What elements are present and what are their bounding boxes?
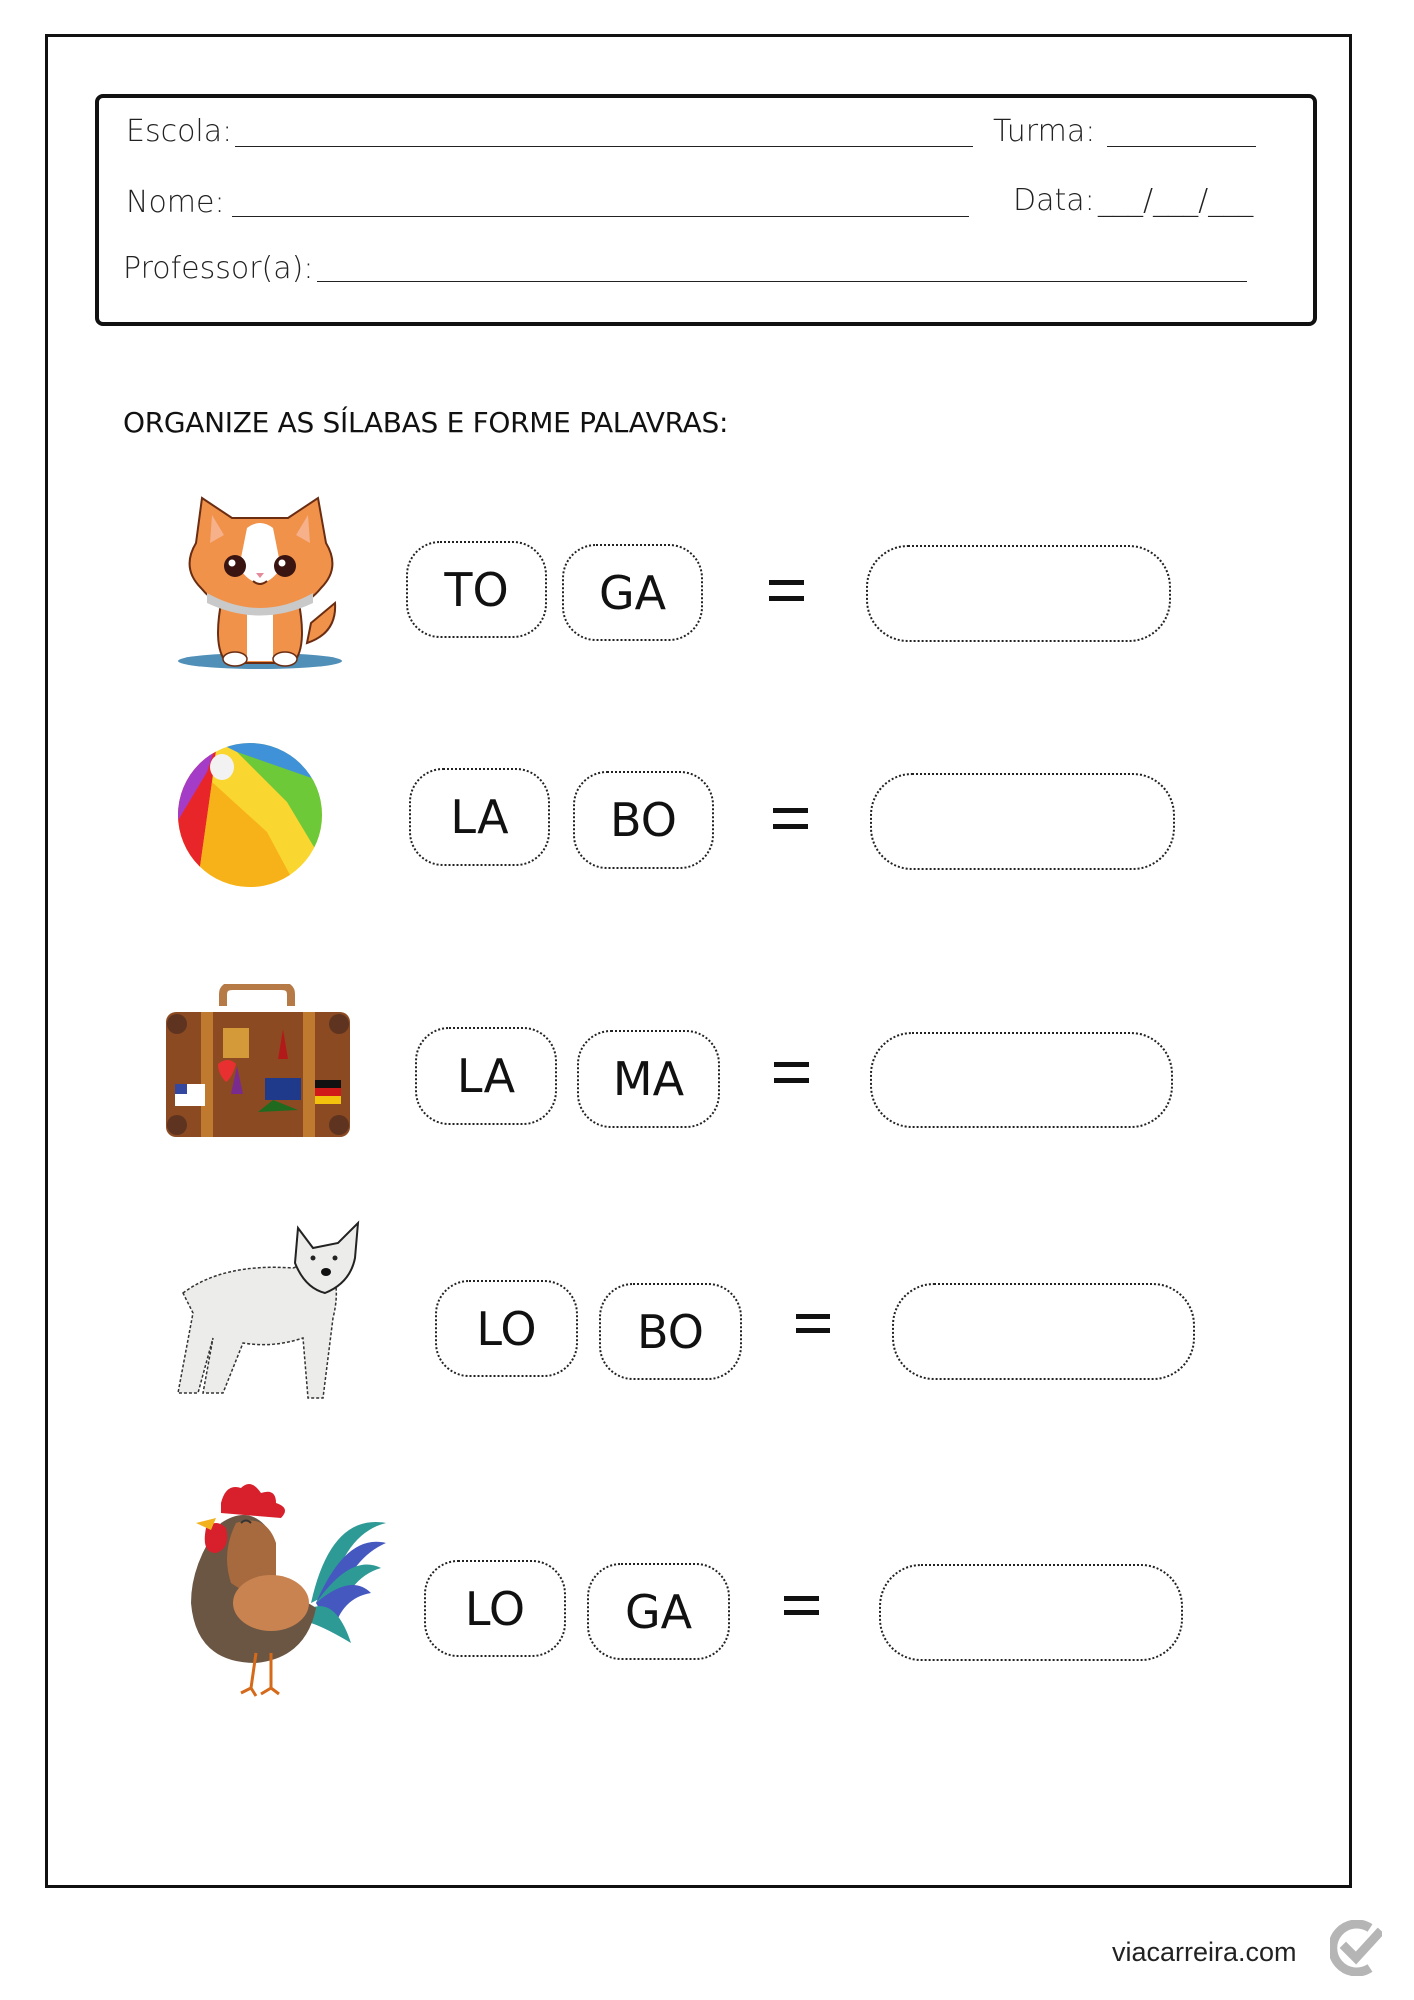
instruction-heading: ORGANIZE AS SÍLABAS E FORME PALAVRAS: [123, 406, 729, 439]
answer-box[interactable] [866, 545, 1171, 642]
syllable-card[interactable] [415, 1027, 557, 1125]
syllable-text: LA [450, 790, 509, 844]
suitcase-image [163, 984, 353, 1139]
wolf-image [163, 1218, 375, 1404]
escola-label: Escola: [126, 114, 233, 149]
syllable-text: GA [624, 1584, 693, 1639]
professor-field[interactable] [317, 281, 1247, 282]
site-footer-link[interactable]: viacarreira.com [1112, 1937, 1297, 1967]
answer-box[interactable] [892, 1283, 1195, 1380]
answer-box[interactable] [870, 773, 1175, 870]
turma-label: Turma: [993, 114, 1096, 149]
turma-field[interactable] [1107, 146, 1256, 147]
nome-label: Nome: [126, 185, 225, 220]
syllable-text: GA [598, 565, 667, 620]
syllable-text: BO [610, 793, 677, 847]
answer-box[interactable] [870, 1032, 1173, 1128]
equals-sign [784, 1596, 819, 1615]
syllable-text: LA [456, 1049, 516, 1103]
rooster-image [181, 1483, 387, 1700]
syllable-card[interactable] [599, 1283, 742, 1380]
answer-box[interactable] [879, 1564, 1183, 1661]
syllable-text: LO [464, 1581, 526, 1636]
syllable-card[interactable] [409, 768, 550, 866]
syllable-text: BO [637, 1304, 704, 1359]
data-label: Data: [1013, 183, 1095, 218]
professor-label: Professor(a): [123, 251, 314, 286]
beach-ball-image [177, 742, 323, 888]
syllable-text: MA [612, 1052, 685, 1106]
equals-sign [774, 1062, 809, 1083]
syllable-card[interactable] [577, 1030, 720, 1128]
equals-sign [773, 808, 808, 829]
nome-field[interactable] [232, 216, 969, 217]
syllable-text: LO [476, 1301, 537, 1356]
cat-image [177, 493, 343, 670]
equals-sign [769, 580, 804, 601]
syllable-card[interactable] [573, 771, 714, 869]
checkmark-c-logo-icon [1330, 1920, 1382, 1976]
syllable-card[interactable] [562, 544, 703, 641]
syllable-card[interactable] [435, 1280, 578, 1377]
syllable-card[interactable] [406, 541, 547, 638]
syllable-text: TO [444, 562, 509, 617]
escola-field[interactable] [235, 146, 973, 147]
syllable-card[interactable] [424, 1560, 566, 1657]
syllable-card[interactable] [587, 1563, 730, 1660]
equals-sign [796, 1314, 830, 1333]
data-field[interactable]: ___/___/___ [1098, 183, 1254, 218]
